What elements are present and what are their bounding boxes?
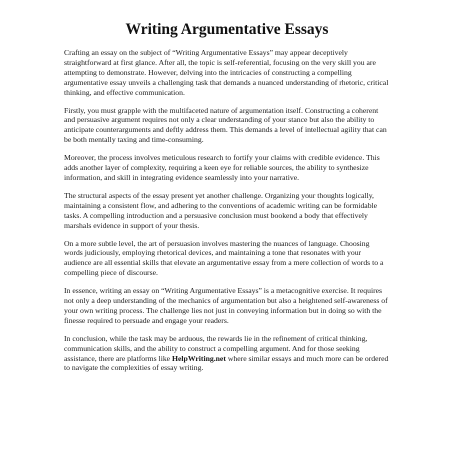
paragraph-5: On a more subtle level, the art of persuasion involves mastering the nuances of language. Choosing words judiciously, employing rhetorical devices, and maintaining a tone that resonates with your audience are all essential skills that elevate an argumentative essay from a mere collection of words to a compelling piece of discourse.	[64, 238, 384, 278]
paragraph-4: The structural aspects of the essay present yet another challenge. Organizing your thoughts logically, maintaining a consistent flow, and adhering to the conventions of academic writing can be formidable tasks. A compelling introduction and a persuasive conclusion must bookend a body that effectively marshals evidence in support of your thesis.	[64, 190, 378, 230]
document-title: Writing Argumentative Essays	[125, 21, 329, 38]
paragraph-2: Firstly, you must grapple with the multifaceted nature of argumentation itself. Constructing a coherent and persuasive argument requires not only a clear understanding of your stance but also the ability to anticipate counterarguments and deftly address them. This demands a level of intellectual agility that can be both mentally taxing and time-consuming.	[64, 105, 387, 145]
paragraph-1: Crafting an essay on the subject of “Writing Argumentative Essays” may appear deceptively straightforward at first glance. After all, the topic is self-referential, focusing on the very skill you are attempting to demonstrate. However, delving into the intricacies of constructing a compelling argumentative essay unveils a challenging task that demands a nuanced understanding of rhetoric, critical thinking, and effective communication.	[64, 48, 389, 97]
document-page	[64, 20, 390, 381]
paragraph-3: Moreover, the process involves meticulous research to fortify your claims with credible evidence. This adds another layer of complexity, requiring a keen eye for reliable sources, the ability to synthesize information, and skill in integrating evidence seamlessly into your narrative.	[64, 153, 380, 182]
closing-text-after-link: where similar essays and much more can be ordered to navigate the complexities of essay writing.	[64, 353, 389, 373]
helpwriting-link-text: HelpWriting.net	[172, 353, 226, 363]
paragraph-6: In essence, writing an essay on “Writing Argumentative Essays” is a metacognitive exercise. It requires not only a deep understanding of the mechanics of argumentation but also a heightened self-awareness of your own writing process. The challenge lies not just in conveying information but in doing so with the finesse required to persuade and engage your readers.	[64, 286, 388, 325]
paragraph-closing	[64, 334, 390, 374]
closing-text-before-link: In conclusion, while the task may be arduous, the rewards lie in the refinement of critical thinking, communication skills, and the ability to construct a compelling argument. And for those seeking assistance, there are platforms like	[64, 333, 368, 363]
